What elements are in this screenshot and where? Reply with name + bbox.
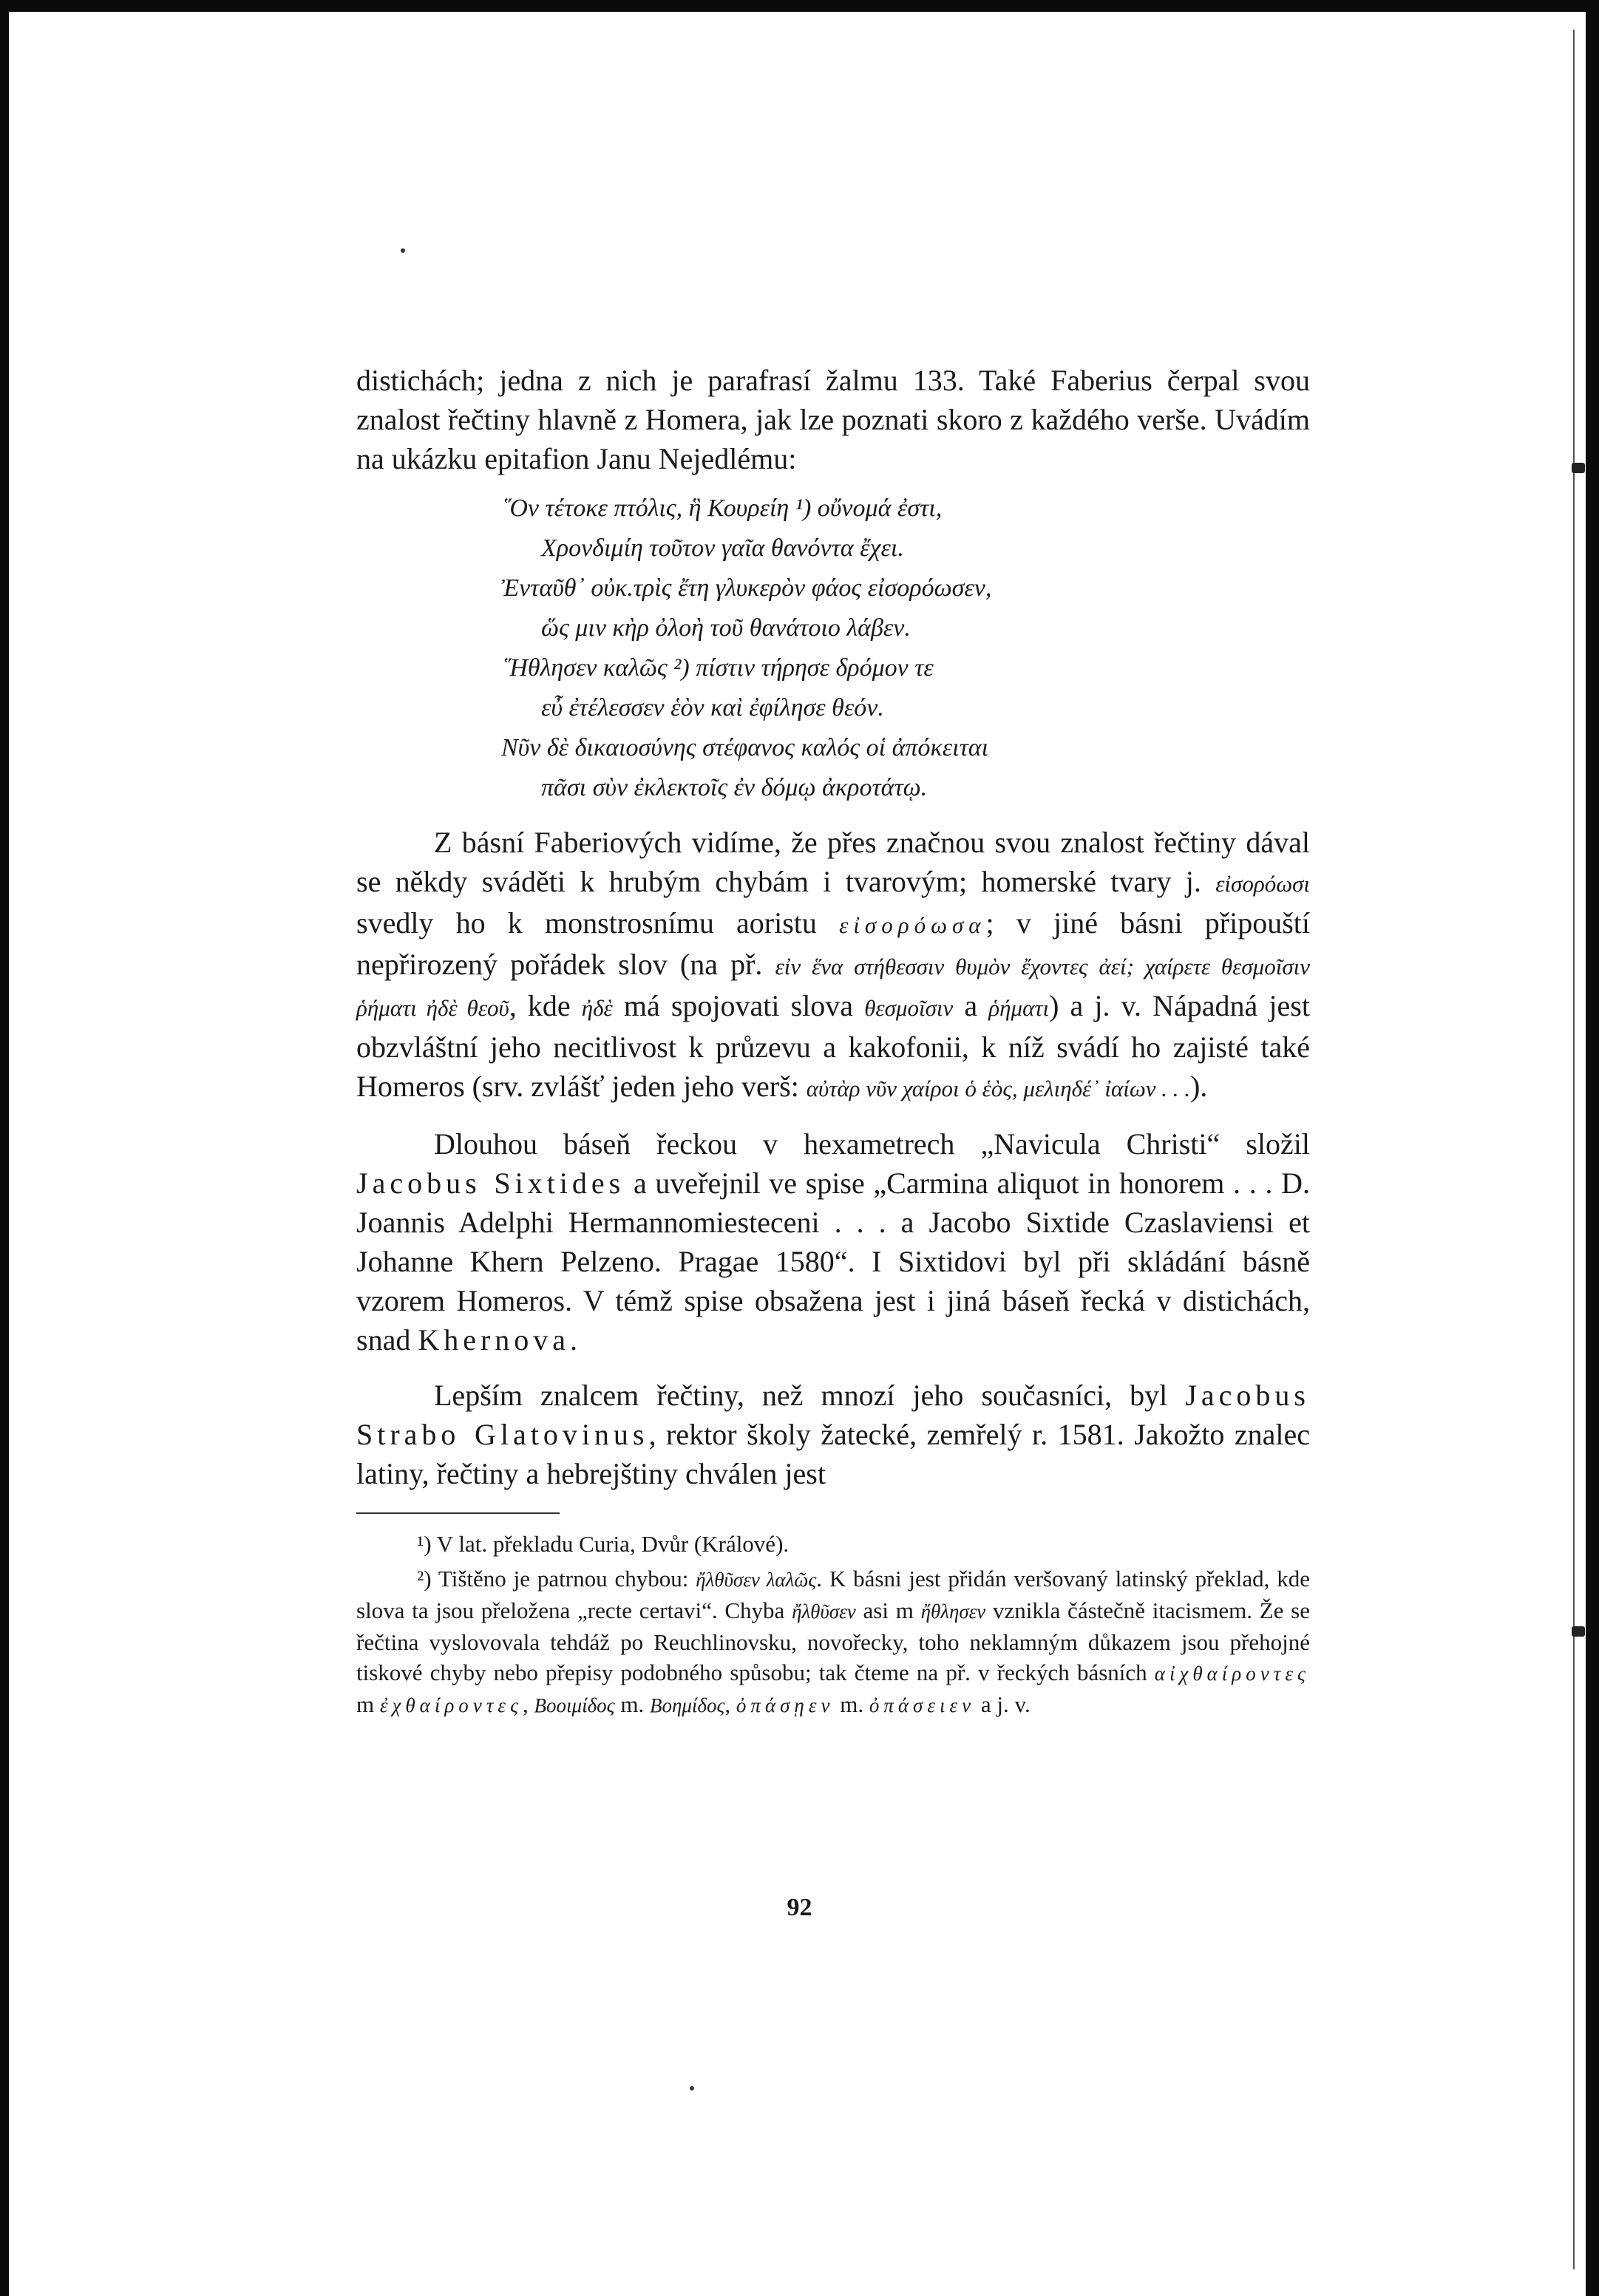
footnote-text: , <box>523 1691 529 1717</box>
footnote-text: , <box>724 1691 731 1717</box>
scan-border-left <box>0 0 9 2296</box>
footnote-text: a j. v. <box>980 1691 1031 1717</box>
footnote-divider <box>356 1512 560 1514</box>
poem-line: ὥς μιν κὴρ ὀλοὴ τοῦ θανάτοιο λάβεν. <box>541 614 911 642</box>
greek-quote: ἤλθῦσεν λαλῶς <box>696 1569 817 1591</box>
paragraph-text: ; v jiné básni připouští nepřirozený pořádek slov (na př. <box>356 906 1310 981</box>
paragraph-text: svedly ho k monstrosnímu aoristu <box>356 906 817 940</box>
paragraph-text: . <box>570 1323 578 1356</box>
paragraph-text: Lepším znalcem řečtiny, než mnozí jeho současníci, byl <box>434 1379 1168 1412</box>
footnote-text: ²) Tištěno je patrnou chybou: <box>417 1566 689 1592</box>
greek-quote: εἰσορόωσι <box>1215 871 1310 897</box>
footnote-text: m <box>356 1691 375 1717</box>
greek-quote: Βοημίδος <box>649 1694 725 1716</box>
greek-quote: ἐχθαίροντες <box>379 1694 523 1716</box>
greek-quote: αἰχθαίροντες <box>1154 1662 1310 1685</box>
footnote-text: . K básni jest přidán veršovaný latinský překlad, kde slova ta jsou přeložena „recte certavi“. Chyba <box>356 1566 1310 1623</box>
scan-speck <box>690 2086 694 2090</box>
poem-line: ῞Ον τέτοκε πτόλις, ἣ Κουρείη ¹) οὔνομά ἐστι, <box>501 495 943 522</box>
footnote-text: m. <box>840 1691 864 1717</box>
paragraph-text: Dlouhou báseň řeckou v hexametrech „Navicula Christi“ složil <box>434 1127 1310 1161</box>
poem-line: Ἐνταῦθ᾽ οὐκ.τρὶς ἔτη γλυκερὸν φάος εἰσορόωσεν, <box>501 574 992 602</box>
paragraph-text: ) a j. v. Nápadná jest obzvláštní jeho necitlivost k průzevu a kakofonii, k níž svádí ho zajisté také Homeros (srv. zvlášť jeden jeho verš: <box>356 989 1310 1103</box>
scan-edge-line <box>1573 30 1575 2269</box>
paragraph-text: distichách; jedna z nich je parafrasí žalmu 133. Také Faberius čerpal svou znalost řečtiny hlavně z Homera, jak lze poznati skoro z každého verše. Uvádím na ukázku epitafion Janu Nejedlému: <box>356 364 1310 475</box>
paragraph-intro <box>356 361 1310 478</box>
greek-quote: εἰσορόωσα <box>839 912 986 938</box>
greek-quote: ἤλθῦσεν <box>792 1600 856 1623</box>
poem-line: ῞Ηθλησεν καλῶς ²) πίστιν τήρησε δρόμον τε <box>501 654 934 682</box>
footnote-1 <box>356 1529 1310 1559</box>
paragraph-text: a <box>964 989 978 1022</box>
scan-edge-mark <box>1572 1626 1585 1637</box>
paragraph-text: , rektor školy žatecké, zemřelý r. 1581. Jakožto znalec latiny, řečtiny a hebrejštiny chválen jest <box>356 1418 1311 1490</box>
paragraph-sixtides <box>356 1124 1310 1359</box>
paragraph-text: má spojovati slova <box>623 989 854 1022</box>
author-name: Jacobus Strabo Glatovinus <box>356 1379 1310 1451</box>
footnote-2 <box>356 1563 1310 1721</box>
paragraph-text: a uveřejnil ve spise „Carmina aliquot in honorem . . . D. Joannis Adelphi Hermannomiestecenі . . . a Jacobo Sixtide Czaslaviensi et Johanne Khern Pelzeno. Pragae 1580“. I Sixtidovi byl při skládání básně vzorem Homeros. V témž spise obsažena jest i jiná báseň řecká v distichách, snad <box>356 1166 1311 1356</box>
greek-epitaph <box>356 489 1310 808</box>
greek-quote: ἤθλησεν <box>920 1600 986 1623</box>
paragraph-text: , kde <box>509 989 571 1022</box>
scan-border-top <box>0 0 1599 12</box>
greek-quote: ἠδὲ <box>581 995 613 1021</box>
author-name: Khernova <box>418 1323 571 1356</box>
greek-quote: θεσμοῖσιν <box>864 995 954 1021</box>
greek-quote: αὐτὰρ νῦν χαίροι ὁ ἑὸς, μελιηδέ᾽ ἰαίων . . . <box>806 1076 1190 1101</box>
footnote-text: m. <box>620 1691 645 1717</box>
poem-line: Νῦν δὲ δικαιοσύνης στέφανος καλός οἱ ἀπόκειται <box>501 734 989 761</box>
paragraph-faberius <box>356 823 1310 1108</box>
paragraph-text: Z básní Faberiových vidíme, že přes značnou svou znalost řečtiny dával se někdy sváděti k hrubým chybám i tvarovým; homerské tvary j. <box>356 826 1310 898</box>
paragraph-text: ). <box>1189 1070 1208 1103</box>
paragraph-strabo <box>356 1376 1310 1493</box>
scan-edge-mark <box>1572 463 1585 473</box>
poem-line: εὖ ἐτέλεσσεν ἑὸν καὶ ἐφίλησε θεόν. <box>541 694 884 721</box>
footnote-text: ¹) V lat. překladu Curia, Dvůr (Králové). <box>417 1531 790 1557</box>
footnote-text: asi m <box>863 1597 914 1623</box>
scan-speck <box>401 248 405 253</box>
poem-line: Χρονδιμίη τοῦτον γαῖα θανόντα ἔχει. <box>541 534 904 562</box>
page-number: 92 <box>787 1894 812 1921</box>
greek-quote: ῥήματι <box>988 995 1050 1021</box>
scan-border-right <box>1586 0 1599 2296</box>
author-name: Jacobus Sixtides <box>356 1166 625 1200</box>
greek-quote: ὀπάσειεν <box>869 1694 976 1716</box>
greek-quote: Βοοιμίδος <box>534 1694 615 1716</box>
greek-quote: ὀπάσῃεν <box>736 1694 835 1716</box>
greek-quote: εἰν ἕνα στήθεσσιν θυμὸν ἔχοντες ἀεί; χαίρετε θεσμοῖσιν ῥήματι ἠδὲ θεοῦ <box>356 954 1310 1021</box>
poem-line: πᾶσι σὺν ἐκλεκτοῖς ἐν δόμῳ ἀκροτάτῳ. <box>541 774 928 801</box>
page-text-column <box>356 361 1310 1721</box>
footnote-text: vznikla částečně itacismem. Že se řečtina vyslovovala tehdáž po Reuchlinovsku, novořecky, toho neklamným důkazem jsou přehojné tiskové chyby nebo přepisy podobného spůsobu; tak čteme na př. v řeckých básních <box>356 1597 1310 1685</box>
